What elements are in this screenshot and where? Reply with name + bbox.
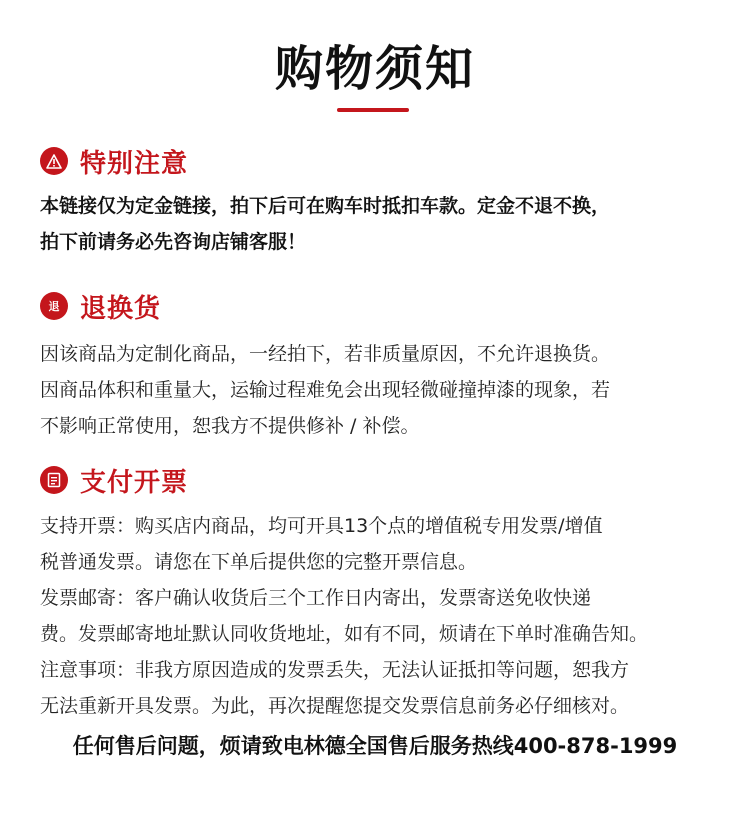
returns-line: 因该商品为定制化商品，一经拍下，若非质量原因，不允许退换货。 bbox=[40, 343, 611, 365]
section-invoice-header bbox=[40, 462, 188, 498]
invoice-line: 发票邮寄：客户确认收货后三个工作日内寄出，发票寄送免收快递 bbox=[40, 587, 592, 609]
title-underline bbox=[337, 108, 409, 112]
page-title: 购物须知 bbox=[274, 41, 475, 97]
section-returns-title: 退换货 bbox=[80, 293, 162, 324]
returns-line: 不影响正常使用，恕我方不提供修补 / 补偿。 bbox=[40, 415, 420, 437]
after-sales-hotline: 任何售后问题，烦请致电林德全国售后服务热线400-878-1999 bbox=[72, 734, 678, 758]
invoice-line: 注意事项：非我方原因造成的发票丢失，无法认证抵扣等问题，恕我方 bbox=[40, 659, 630, 681]
section-returns-body bbox=[40, 336, 712, 444]
section-invoice-body bbox=[40, 508, 712, 724]
invoice-line: 支持开票：购买店内商品，均可开具13个点的增值税专用发票/增值 bbox=[40, 515, 603, 537]
notice-line: 拍下前请务必先咨询店铺客服！ bbox=[40, 231, 307, 253]
section-returns-header bbox=[40, 288, 161, 324]
invoice-icon bbox=[40, 466, 68, 494]
section-invoice-title: 支付开票 bbox=[80, 467, 189, 498]
invoice-line: 无法重新开具发票。为此，再次提醒您提交发票信息前务必仔细核对。 bbox=[40, 695, 630, 717]
section-notice-title: 特别注意 bbox=[80, 148, 189, 179]
warning-icon bbox=[40, 147, 68, 175]
return-icon: 退 bbox=[40, 292, 68, 320]
invoice-line: 税普通发票。请您在下单后提供您的完整开票信息。 bbox=[40, 551, 478, 573]
invoice-line: 费。发票邮寄地址默认同收货地址，如有不同，烦请在下单时准确告知。 bbox=[40, 623, 649, 645]
notice-line: 本链接仅为定金链接，拍下后可在购车时抵扣车款。定金不退不换， bbox=[40, 195, 611, 217]
section-notice-header bbox=[40, 143, 188, 179]
returns-line: 因商品体积和重量大，运输过程难免会出现轻微碰撞掉漆的现象，若 bbox=[40, 379, 611, 401]
section-notice-body bbox=[40, 188, 712, 260]
